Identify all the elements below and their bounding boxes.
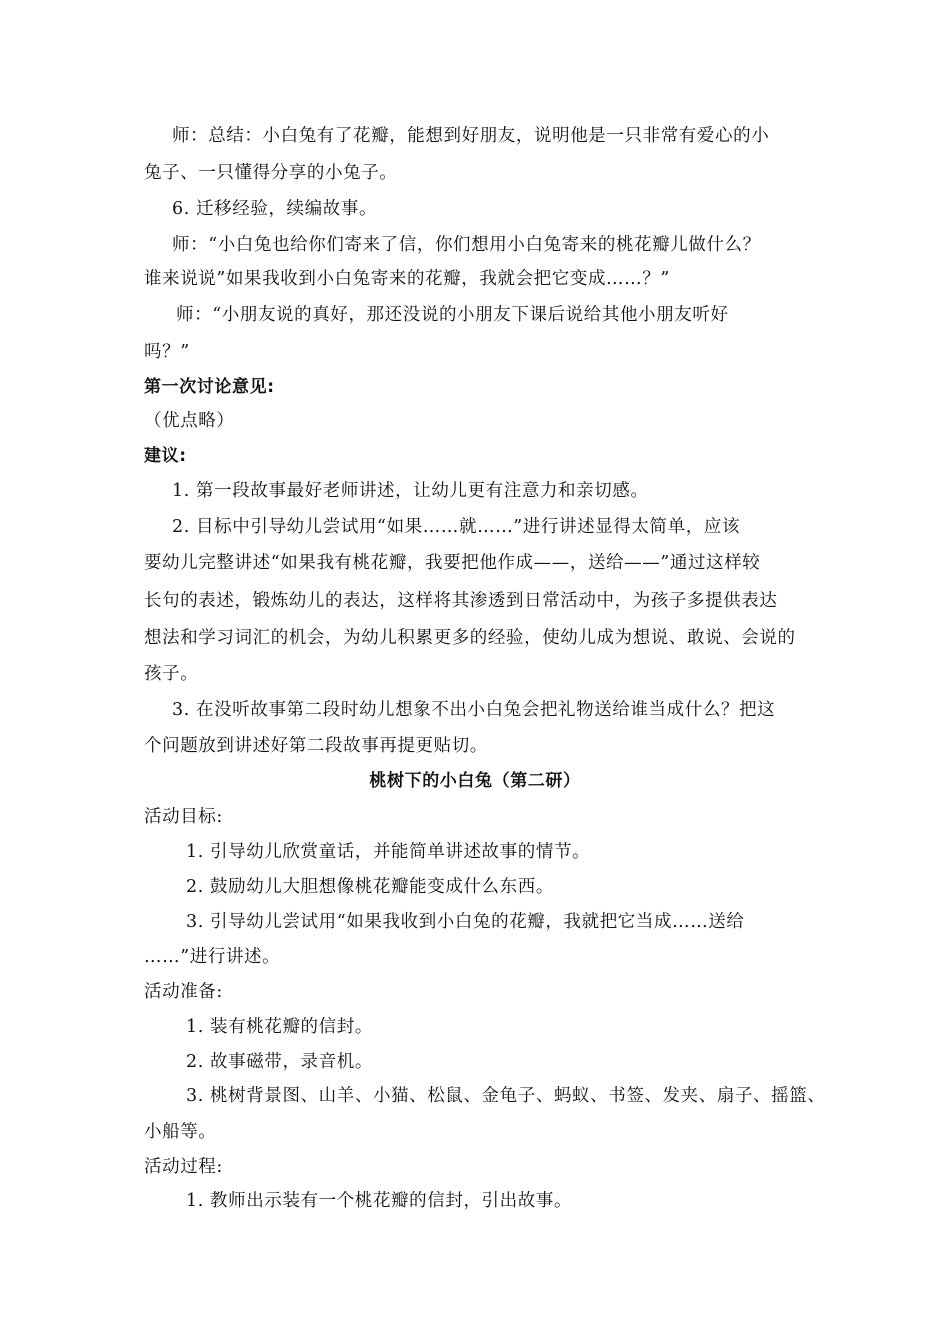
suggestion-1: 1. 第一段故事最好老师讲述，让幼儿更有注意力和亲切感。 [172, 481, 649, 501]
teacher-quote-1-line-2: 谁来说说”如果我收到小白兔寄来的花瓣，我就会把它变成……？” [144, 269, 670, 289]
goals-heading: 活动目标: [144, 807, 223, 827]
goal-1: 1. 引导幼儿欣赏童话，并能简单讲述故事的情节。 [186, 842, 591, 862]
process-1: 1. 教师出示装有一个桃花瓣的信封，引出故事。 [186, 1191, 573, 1211]
suggestion-heading: 建议: [144, 446, 187, 466]
goal-3-line-2: ……”进行讲述。 [144, 947, 281, 967]
prep-2: 2. 故事磁带，录音机。 [186, 1052, 373, 1072]
suggestion-3-line-1: 3. 在没听故事第二段时幼儿想象不出小白兔会把礼物送给谁当成什么？把这 [172, 700, 776, 720]
process-heading: 活动过程: [144, 1157, 223, 1177]
merits-note: （优点略） [144, 411, 235, 431]
teacher-quote-1-line-1: 师：“小白兔也给你们寄来了信，你们想用小白兔寄来的桃花瓣儿做什么？ [172, 235, 761, 255]
goal-2: 2. 鼓励幼儿大胆想像桃花瓣能变成什么东西。 [186, 877, 554, 897]
prep-3-line-1: 3. 桃树背景图、山羊、小猫、松鼠、金龟子、蚂蚁、书签、发夹、扇子、摇篮、 [186, 1086, 826, 1106]
prep-1: 1. 装有桃花瓣的信封。 [186, 1017, 373, 1037]
suggestion-2-line-4: 想法和学习词汇的机会，为幼儿积累更多的经验，使幼儿成为想说、敢说、会说的 [144, 628, 796, 648]
suggestion-3-line-2: 个问题放到讲述好第二段故事再提更贴切。 [144, 736, 488, 756]
suggestion-2-line-2: 要幼儿完整讲述“如果我有桃花瓣，我要把他作成——，送给——”通过这样较 [144, 553, 761, 573]
step6-title: 6. 迁移经验，续编故事。 [172, 199, 378, 219]
suggestion-2-line-3: 长句的表述，锻炼幼儿的表达，这样将其渗透到日常活动中，为孩子多提供表达 [144, 591, 778, 611]
section-title: 桃树下的小白兔（第二研） [369, 771, 581, 791]
suggestion-2-line-5: 孩子。 [144, 664, 199, 684]
teacher-quote-2-line-2: 吗？” [144, 342, 190, 362]
goal-3-line-1: 3. 引导幼儿尝试用“如果我收到小白兔的花瓣，我就把它当成……送给 [186, 912, 745, 932]
prep-heading: 活动准备: [144, 982, 223, 1002]
summary-line-1: 师：总结：小白兔有了花瓣，能想到好朋友，说明他是一只非常有爱心的小 [172, 126, 770, 146]
summary-line-2: 兔子、一只懂得分享的小兔子。 [144, 163, 398, 183]
suggestion-2-line-1: 2. 目标中引导幼儿尝试用“如果……就……”进行讲述显得太简单，应该 [172, 517, 741, 537]
discussion-heading: 第一次讨论意见: [144, 377, 275, 397]
prep-3-line-2: 小船等。 [144, 1122, 217, 1142]
teacher-quote-2-line-1: 师：“小朋友说的真好，那还没说的小朋友下课后说给其他小朋友听好 [176, 305, 729, 325]
